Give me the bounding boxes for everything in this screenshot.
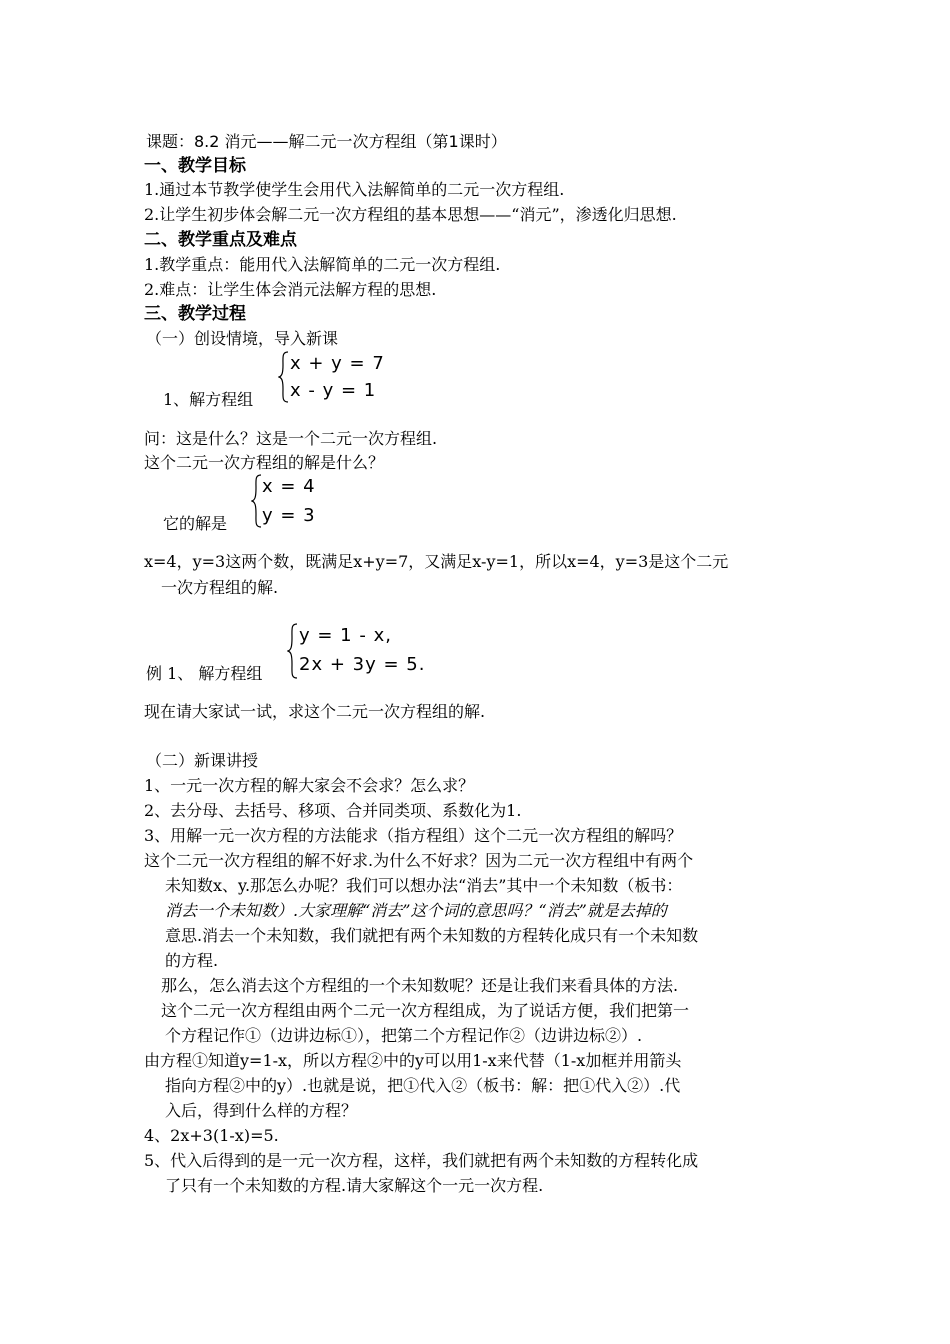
paragraph-line: 未知数x、y.那怎么办呢？我们可以想办法“消去”其中一个未知数（板书：	[165, 876, 683, 895]
paragraph-line: 入后，得到什么样的方程？	[165, 1101, 358, 1120]
brace-icon	[278, 351, 290, 403]
solution-eq-1: x = 4	[262, 476, 316, 497]
paragraph-line: 这个二元一次方程组的解不好求.为什么不好求？因为二元一次方程组中有两个	[144, 851, 694, 870]
system2-eq-2: 2x + 3y = 5.	[299, 654, 426, 675]
paragraph-line: 消去一个未知数）.大家理解“消去”这个词的意思吗？“消去”就是去掉的	[165, 901, 667, 920]
part2-point-3: 3、用解一元一次方程的方法能求（指方程组）这个二元一次方程组的解吗？	[144, 826, 683, 845]
brace-icon	[287, 623, 299, 679]
paragraph-line: 个方程记作①（边讲边标①），把第二个方程记作②（边讲边标②）.	[165, 1026, 643, 1045]
example-label: 例 1、 解方程组	[146, 664, 263, 683]
section-heading-key-points: 二、教学重点及难点	[144, 230, 297, 250]
section-heading-process: 三、教学过程	[144, 304, 246, 324]
task-label: 1、解方程组	[163, 390, 254, 409]
part2-point-1: 1、一元一次方程的解大家会不会求？怎么求？	[144, 776, 475, 795]
part2-point-4: 4、2x+3(1-x)=5.	[144, 1126, 279, 1145]
objective-item-1: 1.通过本节教学使学生会用代入法解简单的二元一次方程组.	[144, 180, 565, 199]
question-line-1: 问：这是什么？这是一个二元一次方程组.	[144, 429, 438, 448]
part2-point-2: 2、去分母、去括号、移项、合并同类项、系数化为1.	[144, 801, 522, 820]
system1-eq-1: x + y = 7	[290, 353, 385, 374]
solution-eq-2: y = 3	[262, 505, 316, 526]
lesson-title: 课题：8.2 消元——解二元一次方程组（第1课时）	[146, 132, 507, 151]
system1-eq-2: x - y = 1	[290, 380, 377, 401]
paragraph-line: 了只有一个未知数的方程.请大家解这个一元一次方程.	[165, 1176, 544, 1195]
paragraph-line: 的方程.	[165, 951, 219, 970]
paragraph-line: 由方程①知道y=1-x，所以方程②中的y可以用1-x来代替（1-x加框并用箭头	[144, 1051, 682, 1070]
try-it-prompt: 现在请大家试一试，求这个二元一次方程组的解.	[144, 702, 486, 721]
objective-item-2: 2.让学生初步体会解二元一次方程组的基本思想——“消元”，渗透化归思想.	[144, 205, 677, 224]
paragraph-line: 指向方程②中的y）.也就是说，把①代入②（板书：解：把①代入②）.代	[165, 1076, 681, 1095]
explanation-line-2: 一次方程组的解.	[161, 578, 279, 597]
key-point-item-1: 1.教学重点：能用代入法解简单的二元一次方程组.	[144, 255, 501, 274]
key-point-item-2: 2.难点：让学生体会消元法解方程的思想.	[144, 280, 437, 299]
part1-heading: （一）创设情境，导入新课	[146, 329, 339, 348]
explanation-line-1: x=4，y=3这两个数，既满足x+y=7，又满足x-y=1，所以x=4，y=3是这个二元	[144, 552, 729, 571]
paragraph-line: 这个二元一次方程组由两个二元一次方程组成，为了说话方便，我们把第一	[161, 1001, 690, 1020]
paragraph-line: 5、代入后得到的是一元一次方程，这样，我们就把有两个未知数的方程转化成	[144, 1151, 699, 1170]
question-line-2: 这个二元一次方程组的解是什么？	[144, 453, 385, 472]
system2-eq-1: y = 1 - x,	[299, 625, 392, 646]
section-heading-objectives: 一、教学目标	[144, 156, 246, 176]
paragraph-line: 那么，怎么消去这个方程组的一个未知数呢？还是让我们来看具体的方法.	[161, 976, 679, 995]
solution-label: 它的解是	[163, 514, 228, 533]
part2-heading: （二）新课讲授	[146, 751, 259, 770]
paragraph-line: 意思.消去一个未知数，我们就把有两个未知数的方程转化成只有一个未知数	[165, 926, 699, 945]
